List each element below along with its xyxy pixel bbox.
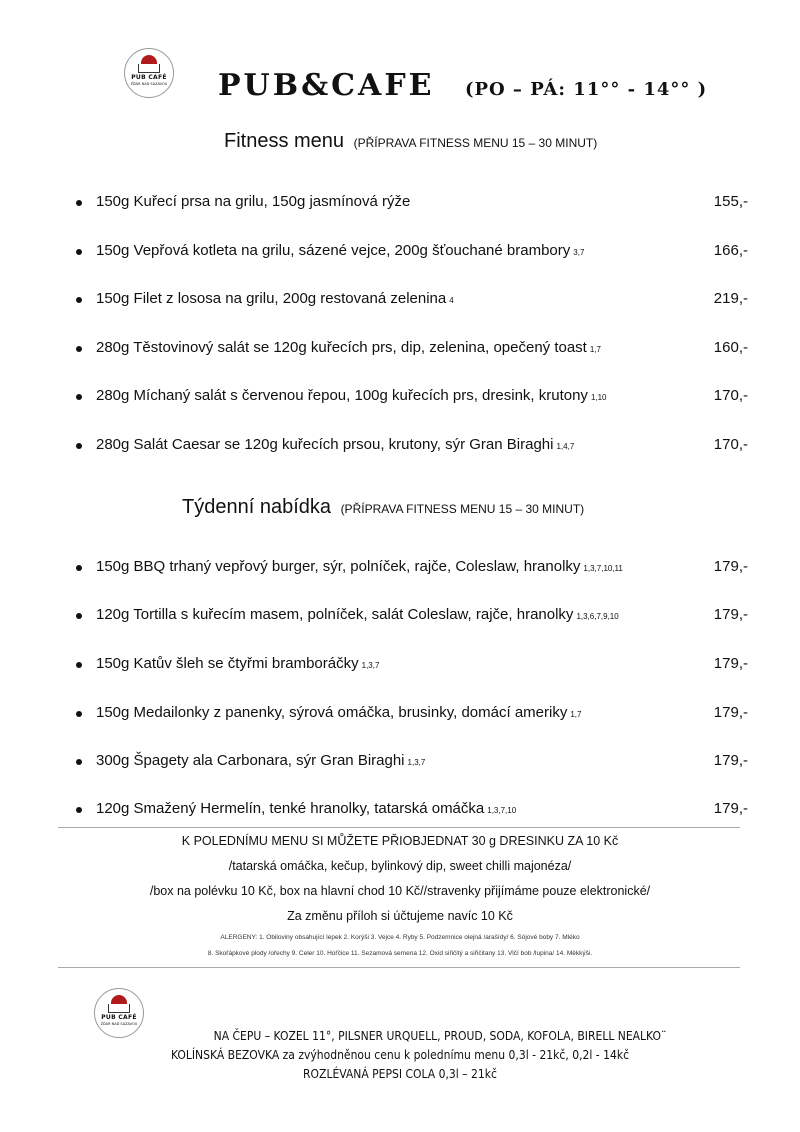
item-price: 170,- xyxy=(713,387,748,404)
weekly-section-title xyxy=(182,496,584,519)
bullet-icon xyxy=(76,249,82,255)
info-line-sauces: /tatarská omáčka, kečup, bylinkový dip, sweet chilli majonéza/ xyxy=(228,859,572,873)
divider xyxy=(58,827,740,828)
menu-item-text xyxy=(96,387,607,404)
menu-item-text xyxy=(96,655,379,672)
item-price: 155,- xyxy=(713,193,748,210)
item-allergens: 4 xyxy=(449,296,454,305)
item-name: 120g Smažený Hermelín, tenké hranolky, tatarská omáčka xyxy=(96,800,485,817)
bullet-icon xyxy=(76,394,82,400)
menu-item-text xyxy=(96,558,623,575)
menu-item-text xyxy=(96,339,601,356)
item-allergens: 1,3,7 xyxy=(407,758,426,767)
menu-item xyxy=(76,606,748,630)
menu-item-text xyxy=(96,800,516,817)
menu-item xyxy=(76,800,748,824)
item-name: 120g Tortilla s kuřecím masem, polníček, salát Coleslaw, rajče, hranolky xyxy=(96,606,574,623)
item-price: 179,- xyxy=(713,704,748,721)
item-name: 150g BBQ trhaný vepřový burger, sýr, polníček, rajče, Coleslaw, hranolky xyxy=(96,558,581,575)
item-name: 280g Salát Caesar se 120g kuřecích prsou, krutony, sýr Gran Biraghi xyxy=(96,436,554,453)
logo-dome-icon xyxy=(141,55,157,64)
item-allergens: 1,7 xyxy=(570,710,582,719)
fitness-section-title xyxy=(224,130,597,153)
menu-item-text xyxy=(96,704,581,721)
bullet-icon xyxy=(76,759,82,765)
info-line-dressing: K POLEDNÍMU MENU SI MŮŽETE PŘIOBJEDNAT 30 g DRESINKU ZA 10 Kč xyxy=(181,834,619,848)
menu-item xyxy=(76,655,748,679)
item-name: 280g Těstovinový salát se 120g kuřecích prs, dip, zelenina, opečený toast xyxy=(96,339,587,356)
item-allergens: 1,3,6,7,9,10 xyxy=(576,612,619,621)
menu-item-text xyxy=(96,193,413,210)
logo-name: PUB CAFÉ xyxy=(101,1014,137,1021)
item-allergens: 1,3,7,10 xyxy=(487,806,517,815)
logo-dome-icon xyxy=(111,995,127,1004)
logo-name: PUB CAFÉ xyxy=(131,74,167,81)
menu-item xyxy=(76,436,748,460)
item-name: 150g Filet z lososa na grilu, 200g restovaná zelenina xyxy=(96,290,447,307)
menu-item xyxy=(76,558,748,582)
bullet-icon xyxy=(76,807,82,813)
item-name: 300g Špagety ala Carbonara, sýr Gran Biraghi xyxy=(96,752,405,769)
item-name: 150g Katův šleh se čtyřmi bramboráčky xyxy=(96,655,359,672)
menu-item-text xyxy=(96,436,574,453)
menu-item xyxy=(76,704,748,728)
item-price: 179,- xyxy=(713,752,748,769)
info-line-sides: Za změnu příloh si účtujeme navíc 10 Kč xyxy=(287,909,513,923)
weekly-note: (PŘÍPRAVA FITNESS MENU 15 – 30 MINUT) xyxy=(340,502,585,516)
item-allergens: 3,7 xyxy=(573,248,585,257)
fitness-title: Fitness menu xyxy=(224,130,345,152)
allergen-legend-1: ALERGENY: 1. Obiloviny obsahující lepek 2. Korýši 3. Vejce 4. Ryby 5. Podzemnice olejná /arašídy/ 6. Sójové boby 7. Mléko xyxy=(220,934,580,941)
weekly-title: Týdenní nabídka xyxy=(182,496,331,518)
item-price: 179,- xyxy=(713,800,748,817)
menu-item xyxy=(76,752,748,776)
item-price: 170,- xyxy=(713,436,748,453)
logo-subtitle: ŽĎÁR NAD SÁZAVOU xyxy=(100,1022,138,1026)
fitness-note: (PŘÍPRAVA FITNESS MENU 15 – 30 MINUT) xyxy=(353,136,598,150)
menu-item xyxy=(76,193,748,217)
opening-hours: (PO – PÁ: 11°° - 14°° ) xyxy=(464,79,708,100)
drinks-pepsi: ROZLÉVANÁ PEPSI COLA 0,3l – 21kč xyxy=(303,1067,497,1081)
logo-subtitle: ŽĎÁR NAD SÁZAVOU xyxy=(130,82,168,86)
menu-item-text xyxy=(96,606,619,623)
allergen-legend-2: 8. Skořápkové plody /ořechy 9. Celer 10. Hořčice 11. Sezamová semena 12. Oxid siřičitý a siřičitany 13. Vlčí bob /lupina/ 14. Měkkýši. xyxy=(207,950,593,957)
item-price: 219,- xyxy=(713,290,748,307)
item-name: 150g Medailonky z panenky, sýrová omáčka, brusinky, domácí ameriky xyxy=(96,704,568,721)
menu-item xyxy=(76,387,748,411)
bullet-icon xyxy=(76,346,82,352)
item-allergens: 1,10 xyxy=(590,393,607,402)
bullet-icon xyxy=(76,613,82,619)
item-name: 150g Vepřová kotleta na grilu, sázené vejce, 200g šťouchané brambory xyxy=(96,242,571,259)
item-allergens: 1,7 xyxy=(589,345,601,354)
drinks-bezovka: KOLÍNSKÁ BEZOVKA za zvýhodněnou cenu k polednímu menu 0,3l - 21kč, 0,2l - 14kč xyxy=(170,1048,630,1062)
bullet-icon xyxy=(76,565,82,571)
menu-item xyxy=(76,242,748,266)
item-price: 160,- xyxy=(713,339,748,356)
logo-building-icon xyxy=(108,1004,130,1013)
item-name: 280g Míchaný salát s červenou řepou, 100g kuřecích prs, dresink, krutony xyxy=(96,387,588,404)
item-allergens: 1,3,7 xyxy=(361,661,380,670)
logo-building-icon xyxy=(138,64,160,73)
item-price: 179,- xyxy=(713,606,748,623)
item-price: 179,- xyxy=(713,655,748,672)
bullet-icon xyxy=(76,443,82,449)
menu-item xyxy=(76,290,748,314)
logo xyxy=(124,48,174,98)
item-name: 150g Kuřecí prsa na grilu, 150g jasmínová rýže xyxy=(96,193,411,210)
menu-item xyxy=(76,339,748,363)
item-price: 179,- xyxy=(713,558,748,575)
divider xyxy=(58,967,740,968)
page-title: PUB&CAFE xyxy=(218,68,435,103)
menu-item-text xyxy=(96,290,454,307)
bullet-icon xyxy=(76,200,82,206)
bullet-icon xyxy=(76,711,82,717)
bullet-icon xyxy=(76,297,82,303)
drinks-on-tap: NA ČEPU – KOZEL 11°, PILSNER URQUELL, PROUD, SODA, KOFOLA, BIRELL NEALKO¨ xyxy=(213,1029,667,1043)
item-allergens: 1,3,7,10,11 xyxy=(583,564,623,573)
header xyxy=(218,68,707,103)
menu-item-text xyxy=(96,242,584,259)
item-allergens: 1,4,7 xyxy=(556,442,575,451)
item-price: 166,- xyxy=(713,242,748,259)
menu-item-text xyxy=(96,752,425,769)
info-line-boxes: /box na polévku 10 Kč, box na hlavní chod 10 Kč//stravenky přijímáme pouze elektronické/ xyxy=(149,884,651,898)
bullet-icon xyxy=(76,662,82,668)
